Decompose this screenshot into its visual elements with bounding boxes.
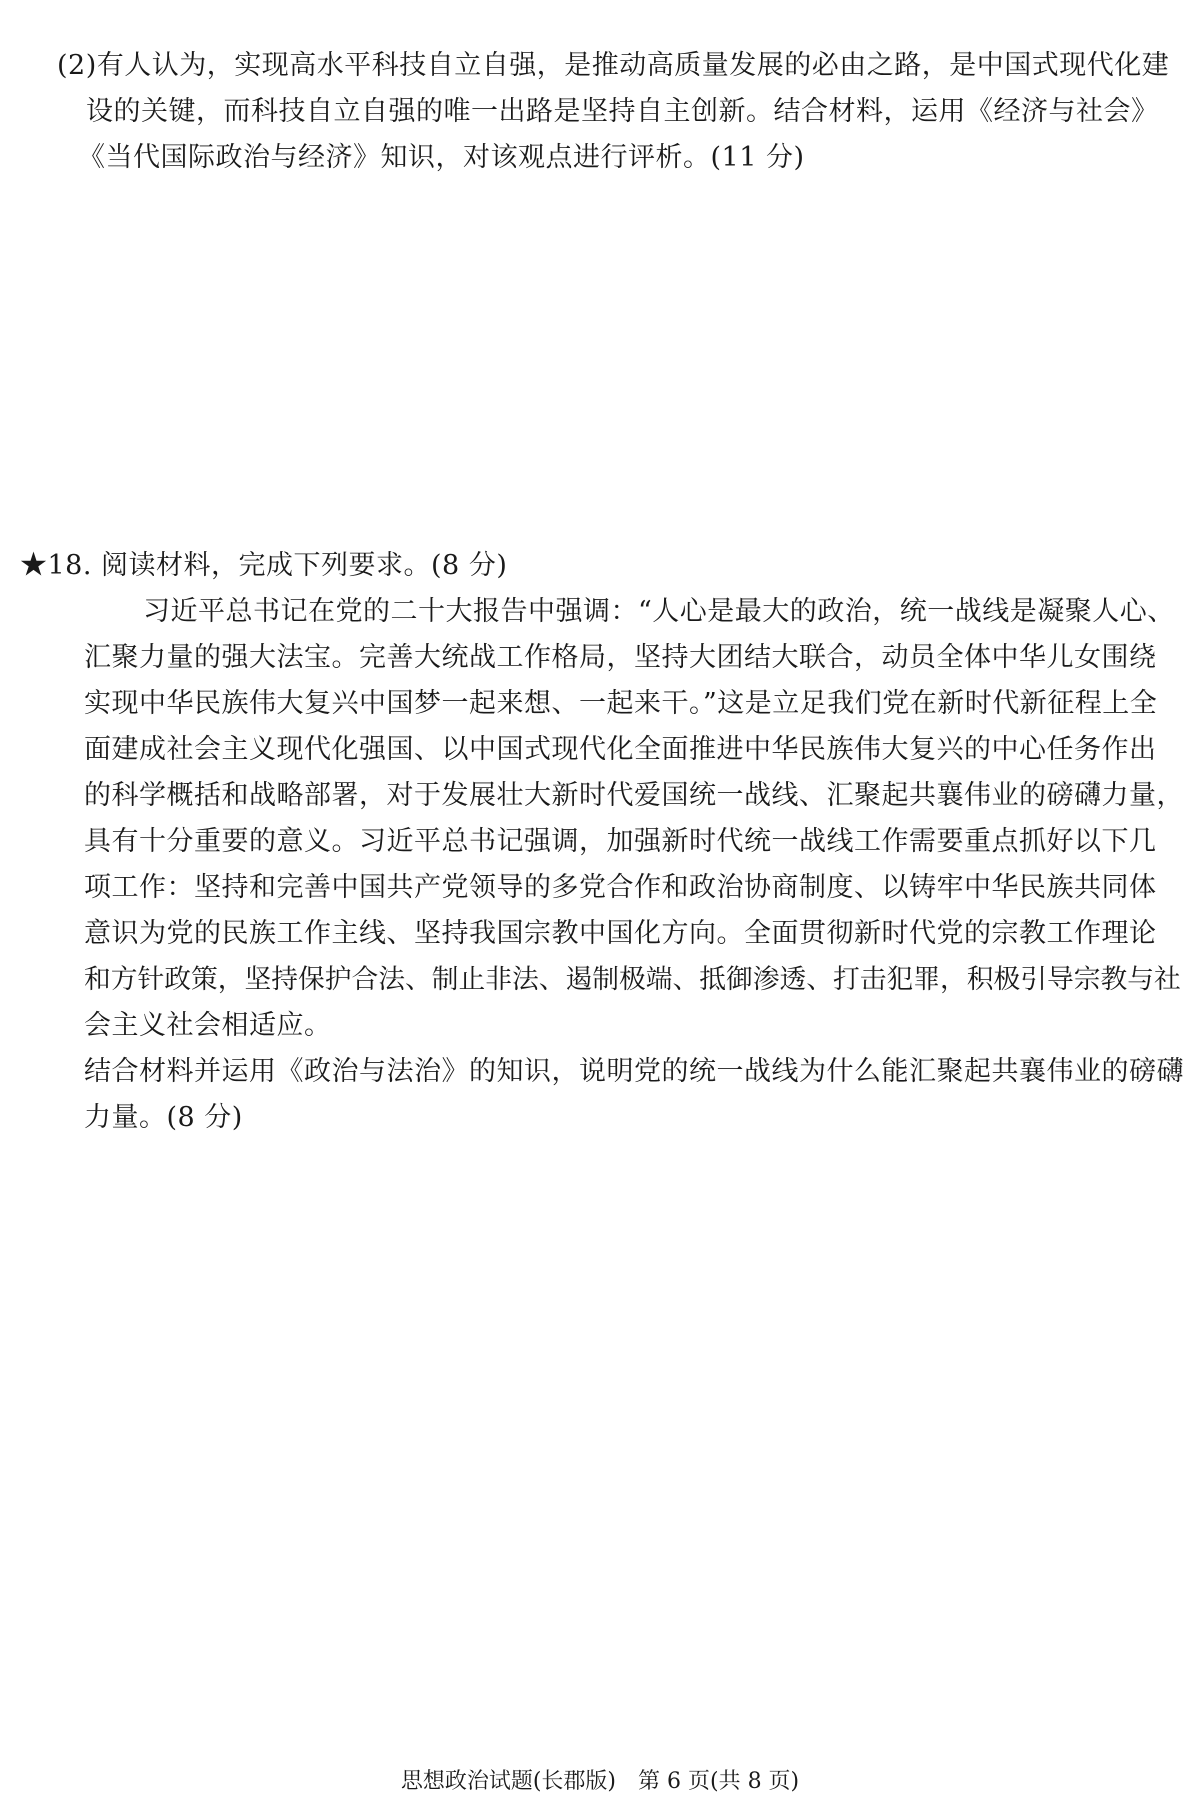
q18-material-line-5: 的科学概括和战略部署，对于发展壮大新时代爱国统一战线、汇聚起共襄伟业的磅礴力量， — [84, 780, 1184, 811]
q18-material-line-9: 和方针政策，坚持保护合法、制止非法、遏制极端、抵御渗透、打击犯罪，积极引导宗教与社 — [84, 964, 1181, 995]
q18-material-line-4: 面建成社会主义现代化强国、以中国式现代化全面推进中华民族伟大复兴的中心任务作出 — [84, 734, 1157, 765]
q18-material-line-8: 意识为党的民族工作主线、坚持我国宗教中国化方向。全面贯彻新时代党的宗教工作理论 — [84, 918, 1157, 949]
q18-material-line-3: 实现中华民族伟大复兴中国梦一起来想、一起来干。”这是立足我们党在新时代新征程上全 — [84, 688, 1158, 719]
page-footer: 思想政治试题(长郡版) 第 6 页(共 8 页) — [400, 1769, 800, 1794]
q18-question-line-1: 结合材料并运用《政治与法治》的知识，说明党的统一战线为什么能汇聚起共襄伟业的磅礴 — [84, 1056, 1184, 1087]
q17-part2-line-1: (2)有人认为，实现高水平科技自立自强，是推动高质量发展的必由之路，是中国式现代化建 — [57, 50, 1170, 81]
q18-material-line-2: 汇聚力量的强大法宝。完善大统战工作格局，坚持大团结大联合，动员全体中华儿女围绕 — [84, 642, 1157, 673]
q17-part2-line-3: 《当代国际政治与经济》知识，对该观点进行评析。(11 分) — [78, 142, 805, 173]
q18-material-line-7: 项工作：坚持和完善中国共产党领导的多党合作和政治协商制度、以铸牢中华民族共同体 — [84, 872, 1157, 903]
q18-material-line-6: 具有十分重要的意义。习近平总书记强调，加强新时代统一战线工作需要重点抓好以下几 — [84, 826, 1157, 857]
q18-material-line-1: 习近平总书记在党的二十大报告中强调：“人心是最大的政治，统一战线是凝聚人心、 — [143, 596, 1175, 627]
q18-question-line-2: 力量。(8 分) — [84, 1102, 243, 1133]
q17-part2-line-2: 设的关键，而科技自立自强的唯一出路是坚持自主创新。结合材料，运用《经济与社会》 — [86, 96, 1159, 127]
q18-heading: ★18. 阅读材料，完成下列要求。(8 分) — [20, 550, 508, 581]
q18-material-line-10: 会主义社会相适应。 — [84, 1010, 332, 1041]
